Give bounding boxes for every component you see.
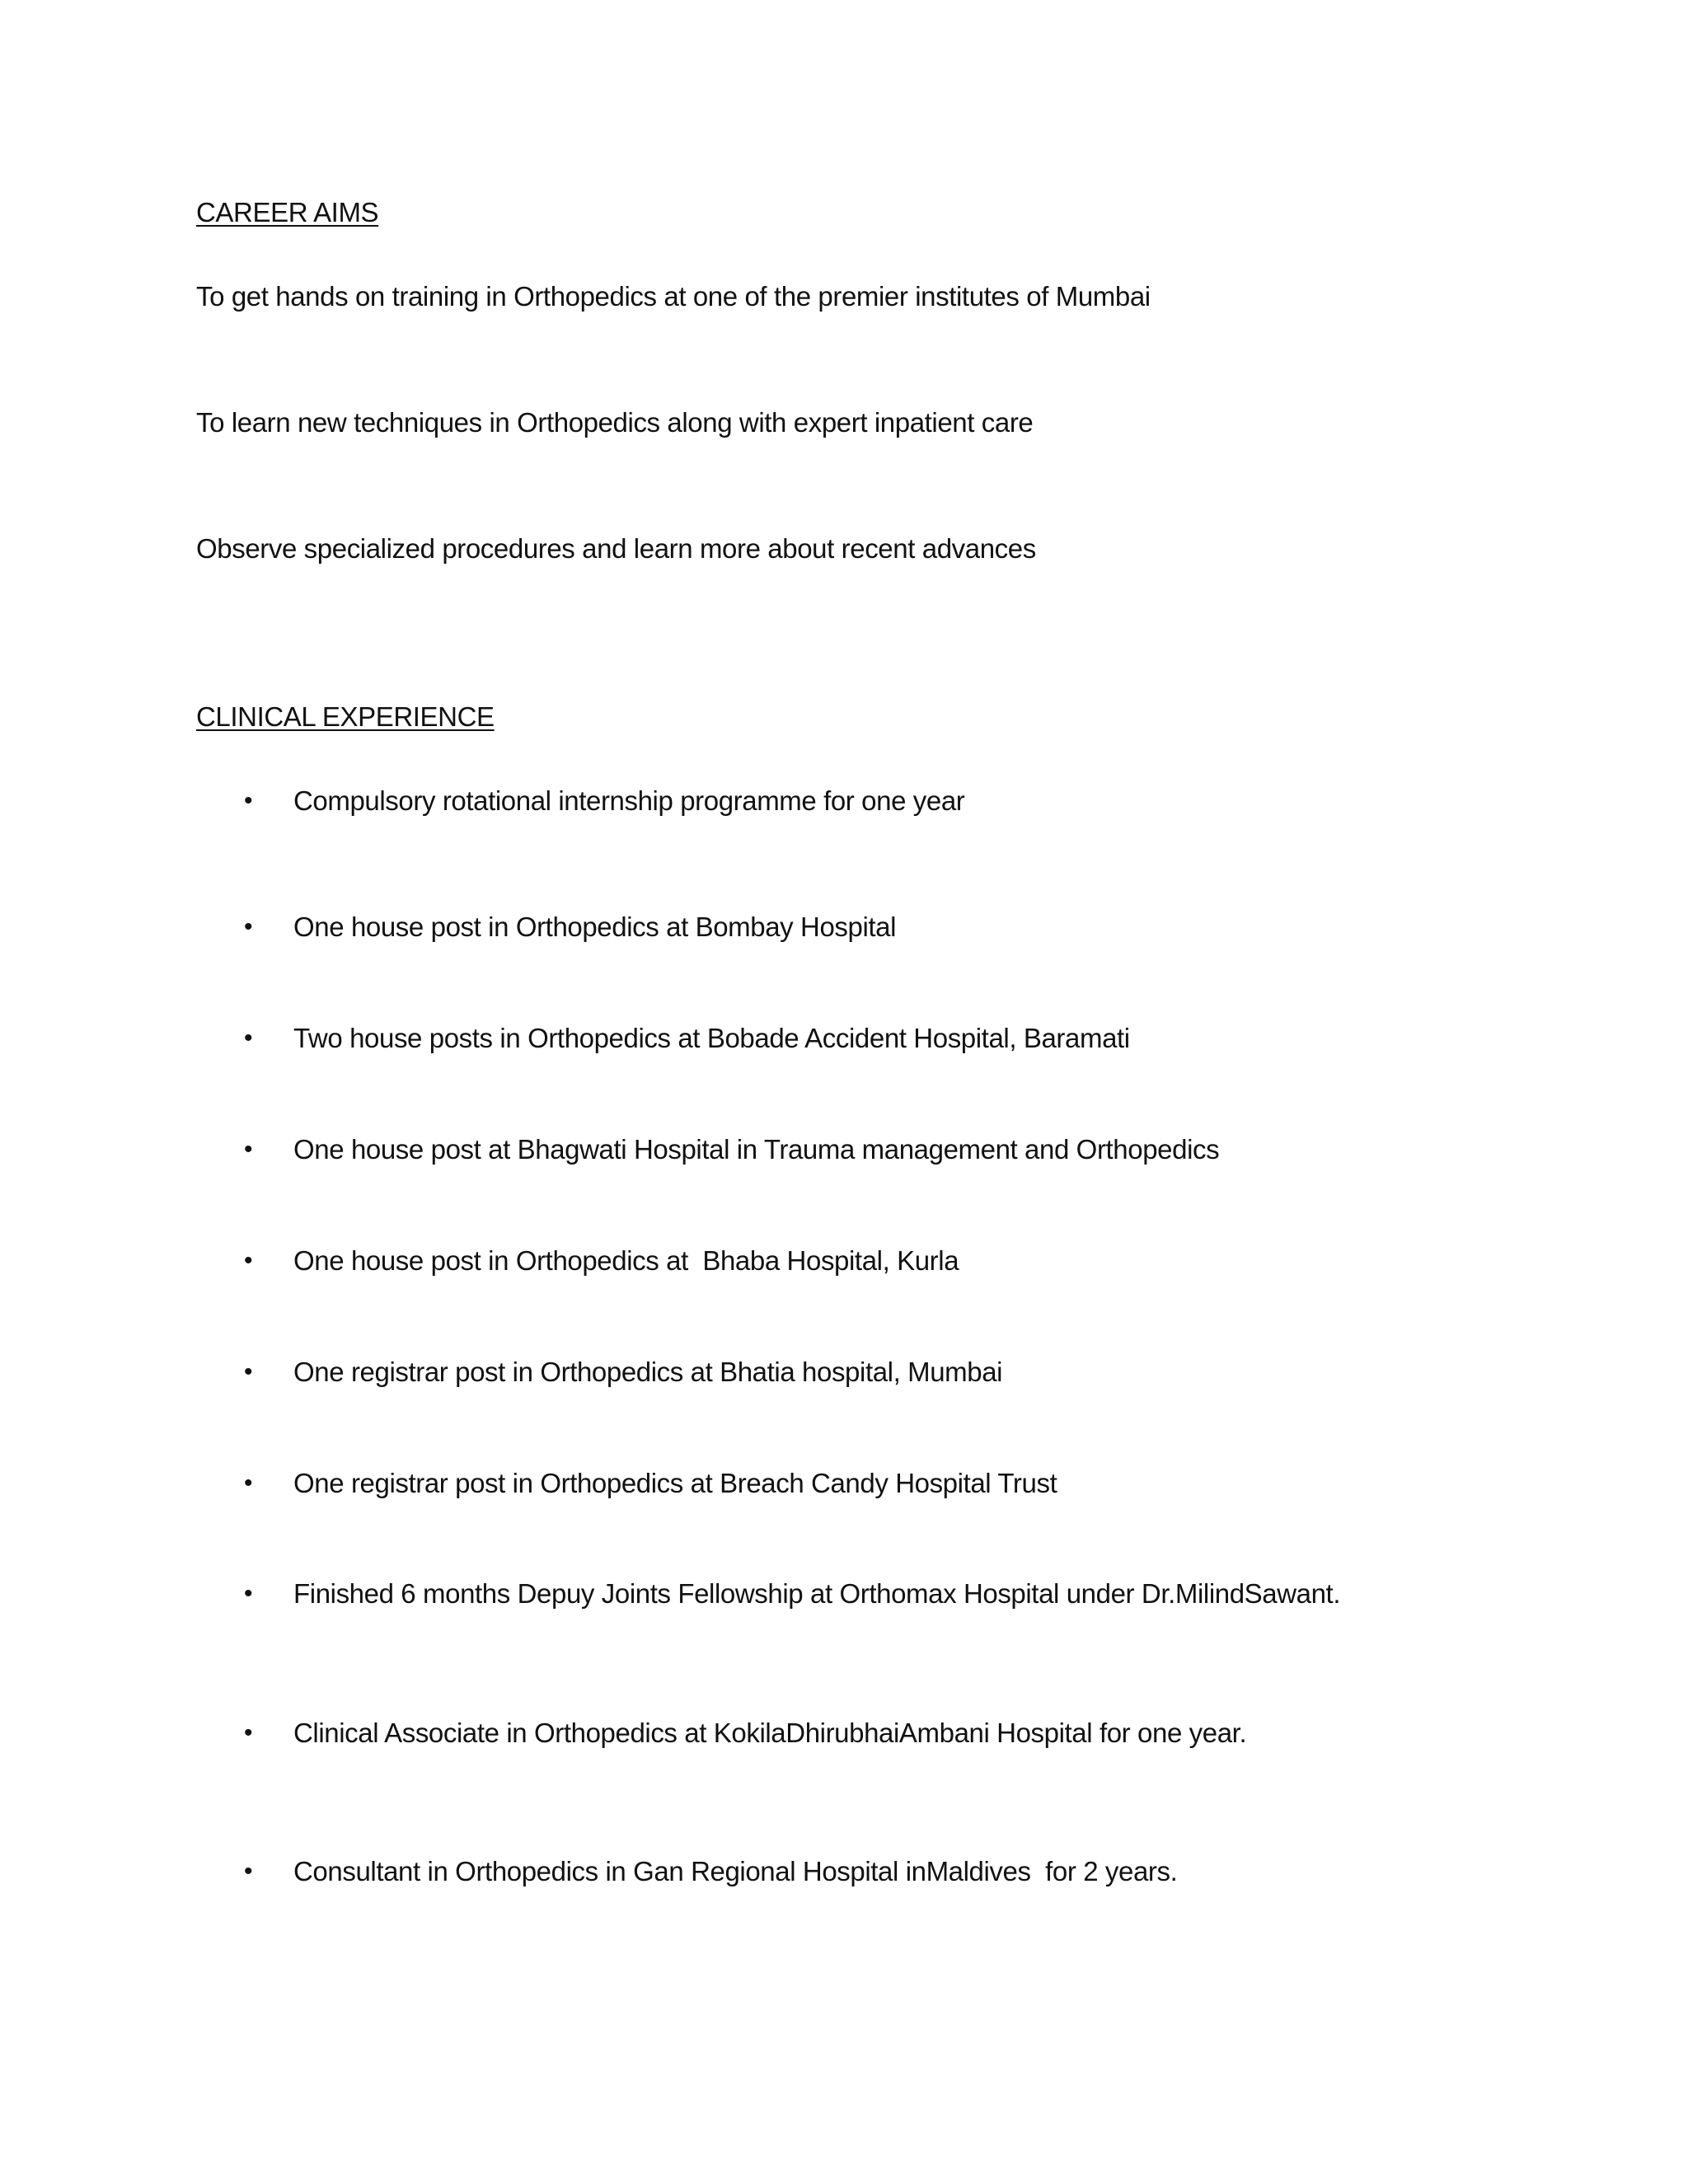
career-aim-item: Observe specialized procedures and learn more about recent advances [196, 533, 1036, 564]
bullet-icon: • [244, 1024, 253, 1052]
list-item: One registrar post in Orthopedics at Bhatia hospital, Mumbai [293, 1357, 1003, 1387]
clinical-experience-heading: CLINICAL EXPERIENCE [196, 701, 495, 732]
list-item: One house post in Orthopedics at Bhaba Hospital, Kurla [293, 1245, 959, 1276]
career-aim-item: To learn new techniques in Orthopedics along with expert inpatient care [196, 407, 1034, 438]
bullet-icon: • [244, 1719, 253, 1746]
bullet-icon: • [244, 1858, 253, 1885]
list-item: One house post at Bhagwati Hospital in Trauma management and Orthopedics [293, 1134, 1220, 1165]
list-item: Two house posts in Orthopedics at Bobade Accident Hospital, Baramati [293, 1023, 1130, 1053]
career-aim-item: To get hands on training in Orthopedics at one of the premier institutes of Mumbai [196, 281, 1151, 312]
list-item: One house post in Orthopedics at Bombay Hospital [293, 912, 897, 942]
list-item: Compulsory rotational internship programme for one year [293, 785, 965, 816]
bullet-icon: • [244, 1469, 253, 1497]
list-item: Clinical Associate in Orthopedics at KokilaDhirubhaiAmbani Hospital for one year. [293, 1718, 1247, 1748]
bullet-icon: • [244, 1580, 253, 1607]
bullet-icon: • [244, 1247, 253, 1274]
bullet-icon: • [244, 913, 253, 940]
list-item: Finished 6 months Depuy Joints Fellowship at Orthomax Hospital under Dr.MilindSawant. [293, 1578, 1341, 1609]
bullet-icon: • [244, 787, 253, 814]
bullet-icon: • [244, 1358, 253, 1385]
bullet-icon: • [244, 1136, 253, 1163]
list-item: Consultant in Orthopedics in Gan Regional Hospital inMaldives for 2 years. [293, 1856, 1178, 1886]
list-item: One registrar post in Orthopedics at Breach Candy Hospital Trust [293, 1468, 1057, 1498]
career-aims-heading: CAREER AIMS [196, 197, 379, 227]
